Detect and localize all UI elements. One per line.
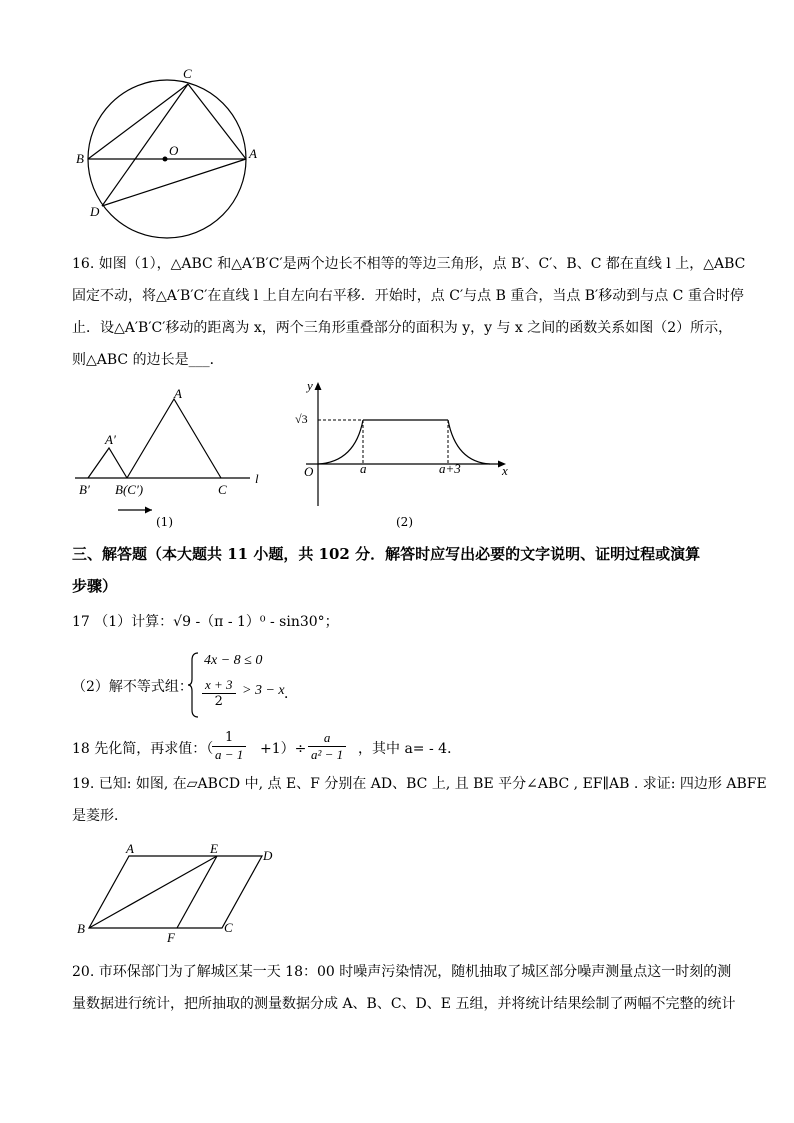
q18-prefix: 18 先化简，再求值：（ <box>72 741 214 757</box>
q17-part2-suffix: ． <box>284 686 298 702</box>
q20-line1: 20. 市环保部门为了解城区某一天 18：00 时噪声污染情况，随机抽取了城区部分噪声测量点这一时刻的测 <box>72 964 732 980</box>
parallelogram-figure <box>72 840 292 946</box>
tri-a-prime-label: A′ <box>105 432 116 447</box>
y-axis-label: y <box>307 378 313 393</box>
section3-heading-line1: 三、解答题（本大题共 11 小题，共 102 分．解答时应写出必要的文字说明、证明过程或演算 <box>72 545 701 563</box>
tri-c-label: C <box>218 482 227 497</box>
section3-heading-line2: 步骤） <box>72 577 118 595</box>
para-f-label: F <box>167 930 175 945</box>
q17-part2 <box>72 650 432 720</box>
para-d-label: D <box>263 848 273 863</box>
para-a-label: A <box>126 841 134 856</box>
point-o-label: O <box>169 143 179 158</box>
point-a-label: A <box>249 146 257 161</box>
q18-suffix: ，其中 a= - 4． <box>358 741 462 757</box>
circle-figure <box>70 66 270 246</box>
q18-mid: +1）÷ <box>260 741 307 757</box>
q17-part2-prefix: （2）解不等式组： <box>72 679 193 695</box>
point-b-label: B <box>76 151 84 166</box>
figure1-caption: (1) <box>156 515 173 529</box>
a-tick-label: a <box>360 461 367 476</box>
tri-a-label: A <box>174 386 182 401</box>
para-c-label: C <box>224 920 233 935</box>
parallelogram-diagram <box>72 840 292 946</box>
point-d-label: D <box>90 204 100 219</box>
q17-inequality-1: 4x − 8 ≤ 0 <box>204 653 263 668</box>
q16-line2: 固定不动，将△A′B′C′在直线 l 上自左向右平移．开始时，点 C′与点 B 重合，当点 B′移动到与点 C 重合时停 <box>72 288 744 304</box>
brace-icon <box>188 652 200 718</box>
q17-ineq2-numerator: x + 3 <box>202 677 236 694</box>
triangles-diagram <box>70 382 280 534</box>
q18-frac1-denominator: a − 1 <box>215 747 244 762</box>
q17-inequality-2-fraction <box>200 677 238 710</box>
q19-line2: 是菱形． <box>72 808 128 824</box>
q18-frac2-numerator: a <box>308 730 346 747</box>
q17-part1: 17 （1）计算：√9 -（π - 1）⁰ - sin30°； <box>72 614 339 630</box>
a-plus-3-tick-label: a+3 <box>439 461 461 476</box>
origin-label: O <box>304 464 314 479</box>
figure2-caption: (2) <box>396 515 413 529</box>
q16-line3: 止．设△A′B′C′移动的距离为 x，两个三角形重叠部分的面积为 y，y 与 x 之间的函数关系如图（2）所示， <box>72 320 733 336</box>
q18 <box>72 728 492 768</box>
q18-frac2-denominator: a² − 1 <box>311 747 344 762</box>
q19-line1: 19. 已知: 如图, 在▱ABCD 中, 点 E、F 分别在 AD、BC 上, 且 BE 平分∠ABC , EF∥AB . 求证: 四边形 ABFE <box>72 776 767 792</box>
point-c-label: C <box>183 66 192 81</box>
q16-line4: 则△ABC 的边长是___． <box>72 352 224 368</box>
tri-b-prime-label: B′ <box>79 482 90 497</box>
q18-frac1-numerator: 1 <box>212 730 246 747</box>
function-graph <box>290 378 530 536</box>
line-l-label: l <box>255 471 259 486</box>
x-axis-label: x <box>502 463 508 478</box>
tri-bc-prime-label: B(C′) <box>115 482 144 497</box>
q20-line2: 量数据进行统计，把所抽取的测量数据分成 A、B、C、D、E 五组，并将统计结果绘制了两幅不完整的统计 <box>72 996 736 1012</box>
q16-line1: 16. 如图（1），△ABC 和△A′B′C′是两个边长不相等的等边三角形，点 B′、C′、B、C 都在直线 l 上，△ABC <box>72 256 746 272</box>
q17-ineq2-denominator: 2 <box>214 694 223 709</box>
sqrt3-label: √3 <box>295 412 308 426</box>
graph-figure <box>290 378 530 536</box>
triangles-figure <box>70 382 280 534</box>
para-e-label: E <box>210 841 218 856</box>
para-b-label: B <box>77 921 85 936</box>
q17-inequality-2-rest: > 3 − x <box>242 683 285 698</box>
